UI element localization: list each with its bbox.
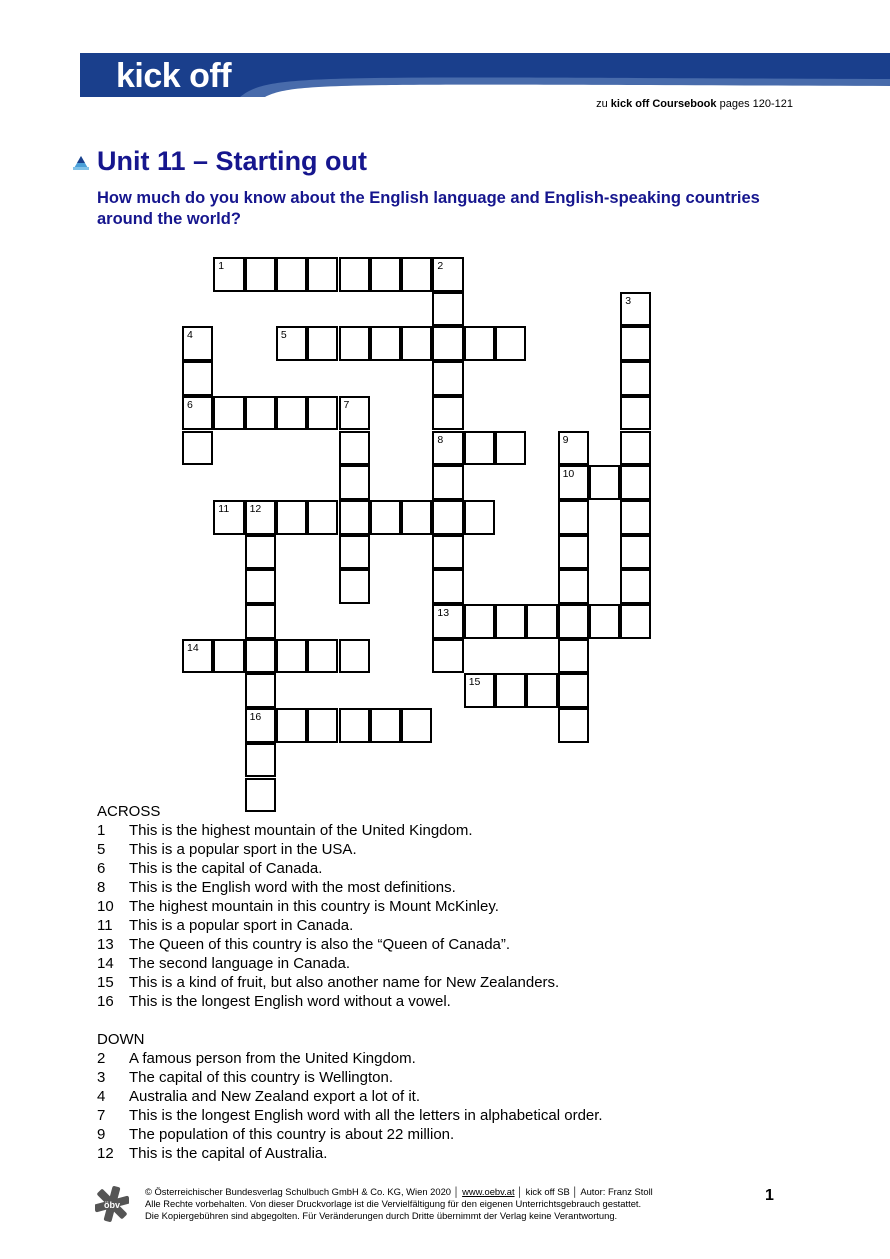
crossword-cell[interactable] (339, 535, 370, 570)
coursebook-pages: pages 120-121 (719, 98, 793, 110)
cell-number: 8 (437, 433, 444, 446)
across-clue (97, 859, 603, 878)
crossword-cell[interactable] (495, 431, 526, 466)
clue-number: 1 (97, 822, 106, 839)
crossword-cell[interactable] (245, 500, 276, 535)
clue-text: This is the English word with the most definitions. (129, 879, 456, 896)
crossword-cell[interactable] (432, 639, 463, 674)
crossword-cell[interactable] (339, 708, 370, 743)
down-clue (97, 1106, 603, 1125)
crossword-cell[interactable] (558, 535, 589, 570)
crossword-cell[interactable] (276, 639, 307, 674)
crossword-cell[interactable] (620, 431, 651, 466)
cell-number: 1 (218, 260, 225, 272)
clue-text: The population of this country is about 22 million. (129, 1126, 455, 1143)
crossword-cell[interactable] (401, 257, 432, 292)
across-clue (97, 840, 603, 859)
cell-number: 15 (468, 676, 481, 689)
crossword-cell[interactable] (432, 500, 463, 535)
logo-label: öbv (103, 1200, 121, 1210)
crossword-cell[interactable] (276, 500, 307, 535)
crossword-cell[interactable] (620, 535, 651, 570)
crossword-cell[interactable] (589, 604, 620, 639)
crossword-cell[interactable] (620, 500, 651, 535)
crossword-cell[interactable] (620, 292, 651, 327)
clue-text: This is the capital of Canada. (129, 860, 323, 877)
crossword-cell[interactable] (339, 639, 370, 674)
crossword-cell[interactable] (213, 500, 244, 535)
cell-number: 4 (187, 329, 193, 342)
crossword-cell[interactable] (245, 673, 276, 708)
clue-number: 5 (97, 841, 106, 858)
crossword-cell[interactable] (432, 569, 463, 604)
crossword-cell[interactable] (620, 465, 651, 500)
page-number: 1 (765, 1187, 774, 1204)
crossword-cell[interactable] (339, 326, 370, 361)
crossword-cell[interactable] (401, 708, 432, 743)
crossword-cell[interactable] (213, 639, 244, 674)
crossword-cell[interactable] (432, 361, 463, 396)
crossword-cell[interactable] (620, 361, 651, 396)
crossword-cell[interactable] (432, 292, 463, 327)
crossword-cell[interactable] (558, 673, 589, 708)
down-heading: DOWN (97, 1031, 145, 1048)
across-clue (97, 935, 603, 954)
down-clue (97, 1068, 603, 1087)
footer-line-1: © Österreichischer Bundesverlag Schulbuch GmbH & Co. KG, Wien 2020 │ www.oebv.at │ kick off SB │ Autor: Franz Stoll (145, 1186, 653, 1197)
crossword-cell[interactable] (370, 708, 401, 743)
clue-text: This is the longest English word without a vowel. (129, 993, 451, 1010)
clue-number: 8 (97, 879, 106, 896)
clue-number: 9 (97, 1126, 106, 1143)
across-clue (97, 897, 603, 916)
crossword-cell[interactable] (339, 257, 370, 292)
crossword-cell[interactable] (307, 639, 338, 674)
oebv-logo-icon (95, 1186, 129, 1222)
crossword-cell[interactable] (558, 708, 589, 743)
crossword-cell[interactable] (558, 465, 589, 500)
crossword-cell[interactable] (464, 431, 495, 466)
clue-text: The Queen of this country is also the “Queen of Canada”. (129, 936, 511, 953)
crossword-cell[interactable] (558, 431, 589, 466)
cell-number: 6 (187, 398, 193, 411)
crossword-cell[interactable] (432, 257, 463, 292)
crossword-cell[interactable] (495, 673, 526, 708)
crossword-cell[interactable] (464, 500, 495, 535)
crossword-cell[interactable] (526, 673, 557, 708)
clue-number: 11 (97, 917, 113, 934)
clue-text: A famous person from the United Kingdom. (129, 1050, 416, 1067)
clue-number: 14 (97, 955, 114, 972)
clue-number: 13 (97, 936, 114, 953)
down-clue (97, 1144, 603, 1163)
crossword-cell[interactable] (245, 639, 276, 674)
clue-text: The capital of this country is Wellington. (129, 1069, 394, 1086)
crossword-cell[interactable] (495, 326, 526, 361)
footer-link[interactable]: www.oebv.at (462, 1186, 515, 1197)
clue-number: 10 (97, 898, 114, 915)
clue-text: This is a popular sport in the USA. (129, 841, 357, 858)
crossword-cell[interactable] (245, 396, 276, 431)
crossword-cell[interactable] (276, 257, 307, 292)
crossword-cell[interactable] (307, 500, 338, 535)
clue-text: This is the capital of Australia. (129, 1145, 328, 1162)
clue-number: 4 (97, 1088, 106, 1105)
crossword-cell[interactable] (307, 257, 338, 292)
crossword-cell[interactable] (589, 465, 620, 500)
cell-number: 13 (437, 607, 450, 619)
crossword-cell[interactable] (182, 326, 213, 361)
across-clue (97, 821, 603, 840)
crossword-cell[interactable] (464, 673, 495, 708)
cell-number: 5 (280, 329, 287, 342)
crossword-cell[interactable] (339, 500, 370, 535)
crossword-cell[interactable] (339, 396, 370, 431)
crossword-cell[interactable] (339, 465, 370, 500)
crossword-cell[interactable] (432, 604, 463, 639)
clue-text: This is the highest mountain of the United Kingdom. (129, 822, 473, 839)
cell-number: 9 (562, 433, 569, 446)
crossword-cell[interactable] (213, 257, 244, 292)
cell-number: 11 (218, 502, 230, 515)
down-clue (97, 1125, 603, 1144)
crossword-cell[interactable] (495, 604, 526, 639)
crossword-cell[interactable] (339, 569, 370, 604)
crossword-cell[interactable] (620, 326, 651, 361)
cell-number: 3 (625, 294, 632, 307)
footer-line-3: Die Kopiergebühren sind abgegolten. Für Veränderungen durch Dritte übernimmt der Verlag keine Verantwortung. (145, 1210, 618, 1221)
page-title: Unit 11 – Starting out (97, 146, 368, 176)
crossword-cell[interactable] (401, 500, 432, 535)
clue-number: 7 (97, 1107, 106, 1124)
crossword-cell[interactable] (620, 569, 651, 604)
crossword-cell[interactable] (558, 604, 589, 639)
crossword-cell[interactable] (245, 743, 276, 778)
clue-number: 6 (97, 860, 106, 877)
crossword-cell[interactable] (339, 431, 370, 466)
crossword-cell[interactable] (526, 604, 557, 639)
clue-number: 15 (97, 974, 114, 991)
footer-line-2: Alle Rechte vorbehalten. Von dieser Druckvorlage ist die Vervielfältigung für den eigenen Unterrichtsgebrauch gestattet. (145, 1198, 642, 1209)
kick-off-logo: kick off (116, 57, 232, 95)
clues-section (97, 802, 603, 1163)
crossword-cell[interactable] (558, 569, 589, 604)
crossword-cell[interactable] (370, 326, 401, 361)
crossword-cell[interactable] (182, 639, 213, 674)
crossword-cell[interactable] (620, 396, 651, 431)
crossword-cell[interactable] (464, 326, 495, 361)
down-clue-list (97, 1049, 603, 1163)
crossword-cell[interactable] (182, 431, 213, 466)
crossword-cell[interactable] (432, 535, 463, 570)
crossword-cell[interactable] (464, 604, 495, 639)
crossword-cell[interactable] (558, 500, 589, 535)
crossword-cell[interactable] (245, 708, 276, 743)
crossword-cell[interactable] (276, 396, 307, 431)
across-clue (97, 954, 603, 973)
clue-text: This is a kind of fruit, but also another name for New Zealanders. (129, 974, 560, 991)
crossword-cell[interactable] (245, 604, 276, 639)
clue-number: 16 (97, 993, 114, 1010)
crossword-cell[interactable] (307, 396, 338, 431)
crossword-cell[interactable] (182, 396, 213, 431)
cell-number: 14 (187, 641, 199, 654)
crossword-cell[interactable] (182, 361, 213, 396)
crossword-cell[interactable] (620, 604, 651, 639)
crossword-cell[interactable] (432, 326, 463, 361)
clue-number: 3 (97, 1069, 106, 1086)
clue-text: This is the longest English word with all the letters in alphabetical order. (129, 1107, 603, 1124)
footer-copyright (145, 1186, 653, 1222)
crossword-cell[interactable] (213, 396, 244, 431)
across-heading: ACROSS (97, 803, 161, 820)
crossword-cell[interactable] (307, 708, 338, 743)
crossword-cell[interactable] (307, 326, 338, 361)
clue-text: This is a popular sport in Canada. (129, 917, 354, 934)
down-clue (97, 1049, 603, 1068)
cell-number: 2 (437, 260, 444, 272)
crossword-cell[interactable] (245, 569, 276, 604)
across-clue-list (97, 821, 603, 1011)
crossword-cell[interactable] (370, 500, 401, 535)
crossword-cell[interactable] (432, 465, 463, 500)
crossword-cell[interactable] (245, 257, 276, 292)
crossword-cell[interactable] (432, 431, 463, 466)
down-clue (97, 1087, 603, 1106)
cell-number: 16 (249, 711, 262, 724)
crossword-cell[interactable] (276, 708, 307, 743)
crossword-cell[interactable] (276, 326, 307, 361)
across-clue (97, 992, 603, 1011)
clue-text: The second language in Canada. (129, 955, 351, 972)
cell-number: 10 (562, 468, 575, 481)
crossword-cell[interactable] (432, 396, 463, 431)
cell-number: 12 (249, 502, 262, 515)
clue-text: Australia and New Zealand export a lot of it. (129, 1088, 420, 1105)
crossword-cell[interactable] (370, 257, 401, 292)
clue-text: The highest mountain in this country is Mount McKinley. (129, 898, 499, 915)
page-subtitle: How much do you know about the English language and English-speaking countries around the world? (97, 189, 760, 228)
clue-number: 12 (97, 1145, 114, 1162)
crossword-cell[interactable] (558, 639, 589, 674)
coursebook-name: kick off Coursebook (610, 98, 717, 110)
cell-number: 7 (343, 398, 350, 411)
across-clue (97, 973, 603, 992)
across-clue (97, 916, 603, 935)
crossword-cell[interactable] (401, 326, 432, 361)
crossword-cell[interactable] (245, 535, 276, 570)
clue-number: 2 (97, 1050, 106, 1067)
across-clue (97, 878, 603, 897)
coursebook-prefix: zu (596, 98, 608, 110)
